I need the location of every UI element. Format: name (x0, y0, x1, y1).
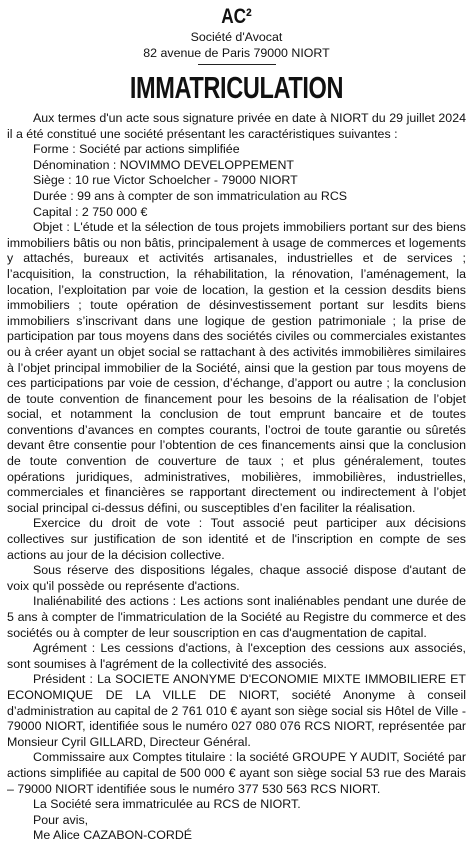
legal-notice (7, 4, 466, 844)
paragraph-duree: Durée : 99 ans à compter de son immatriculation au RCS (33, 188, 348, 203)
paragraph-siege: Siège : 10 rue Victor Schoelcher - 79000 NIORT (33, 173, 298, 188)
notice-body (7, 111, 466, 844)
firm-name: AC² (221, 5, 252, 28)
paragraph-pour-avis: Pour avis, (33, 812, 89, 827)
paragraph-voix: Sous réserve des dispositions légales, chaque associé dispose d'autant de voix qu'il possède ou représente d'actions. (7, 563, 466, 593)
paragraph-denomination: Dénomination : NOVIMMO DEVELOPPEMENT (33, 157, 294, 172)
divider (198, 64, 276, 65)
paragraph-objet: Objet : L'étude et la sélection de tous projets immobiliers portant sur des biens immobiliers bâtis ou non bâtis, principalement à usage de commerces et logements y attachés, bureaux et activités artisanales, industrielles et de services ; l’acquisition, la construction, la réhabilitation, la rénovation, l’aménagement, la location, l’exploitation par voie de location, la gestion et la cession desdits biens immobiliers ; toute opération de désinvestissement portant sur lesdits biens immobiliers s’inscrivant dans une logique de gestion patrimoniale ; la prise de participation par tous moyens dans des sociétés civiles ou commerciales existantes ou à créer ayant un objet social se rattachant à des activités immobilières similaires à l’objet principal immobilier de la Société, ainsi que la gestion par tous moyens de ces participations par voie de cession, d’échange, d’apport ou autre ; la conclusion de toute convention de financement pour les besoins de la réalisation de l’objet social, et notamment la conclusion de tout emprunt bancaire et de toutes conventions d’avances en comptes courants, l’octroi de toute garantie ou sûretés devant être consentie pour l’obtention de ces financements ainsi que la conclusion de toute convention de couverture de taux ; et plus généralement, toutes opérations juridiques, administratives, mobilières, immobilières, industrielles, commerciales et financières se rapportant directement ou indirectement à l’objet social principal ci-dessus défini, ou susceptibles d’en faciliter la réalisation. (7, 220, 466, 515)
paragraph-commissaire: Commissaire aux Comptes titulaire : la société GROUPE Y AUDIT, Société par actions simplifiée au capital de 500 000 € ayant son siège social 53 rue des Marais – 79000 NIORT identifiée sous le numéro 377 530 563 RCS NIORT. (7, 750, 466, 796)
firm-address: 82 avenue de Paris 79000 NIORT (143, 45, 330, 60)
paragraph-immatriculation: La Société sera immatriculée au RCS de NIORT. (33, 797, 301, 812)
notice-title: IMMATRICULATION (129, 70, 344, 105)
paragraph-signature: Me Alice CAZABON-CORDÉ (33, 828, 193, 843)
firm-type: Société d'Avocat (190, 30, 283, 44)
paragraph-inalienabilite: Inaliénabilité des actions : Les actions sont inaliénables pendant une durée de 5 ans à compter de l'immatriculation de la Société au Registre du commerce et des sociétés ou à compter de leur souscription en cas d'augmentation de capital. (7, 594, 466, 640)
paragraph-forme: Forme : Société par actions simplifiée (33, 142, 240, 157)
paragraph-agrement: Agrément : Les cessions d'actions, à l'exception des cessions aux associés, sont soumises à l'agrément de la collectivité des associés. (7, 641, 466, 671)
paragraph-capital: Capital : 2 750 000 € (33, 204, 148, 219)
paragraph-intro: Aux termes d'un acte sous signature privée en date à NIORT du 29 juillet 2024 il a été constitué une société présentant les caractéristiques suivantes : (7, 111, 466, 141)
paragraph-droit-de-vote: Exercice du droit de vote : Tout associé peut participer aux décisions collectives sur justification de son identité et de l'inscription en compte de ses actions au jour de la décision collective. (7, 516, 466, 562)
paragraph-president: Président : La SOCIETE ANONYME D'ECONOMIE MIXTE IMMOBILIERE ET ECONOMIQUE DE LA VILLE DE NIORT, société Anonyme à conseil d’administration au capital de 2 761 010 € ayant son siège social sis Hôtel de Ville - 79000 NIORT, identifiée sous le numéro 027 080 076 RCS NIORT, représentée par Monsieur Cyril GILLARD, Directeur Général. (7, 672, 466, 749)
